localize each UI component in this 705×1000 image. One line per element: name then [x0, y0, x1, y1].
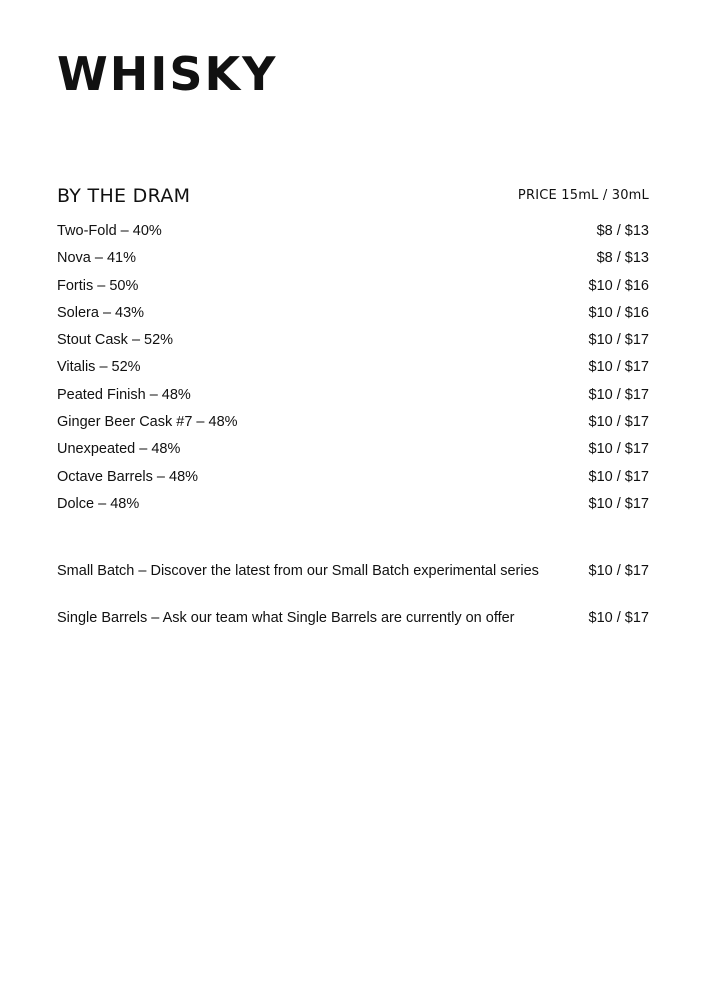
list-item [57, 436, 649, 463]
list-item [57, 273, 649, 300]
list-item [57, 354, 649, 381]
list-item [57, 300, 649, 327]
item-name: Nova – 41% [57, 250, 136, 267]
item-name: Fortis – 50% [57, 277, 139, 294]
item-name: Small Batch – Discover the latest from our Small Batch experimental series [57, 563, 539, 579]
dram-list [57, 218, 649, 518]
section-title: BY THE DRAM [57, 185, 191, 207]
item-name: Dolce – 48% [57, 495, 140, 512]
list-item [57, 605, 649, 652]
item-name: Unexpeated – 48% [57, 441, 181, 458]
list-item [57, 382, 649, 409]
item-name: Single Barrels – Ask our team what Single Barrels are currently on offer [57, 610, 515, 626]
item-price: $10 / $17 [588, 468, 649, 485]
item-name: Octave Barrels – 48% [57, 468, 199, 485]
item-name: Solera – 43% [57, 304, 145, 321]
list-item [57, 245, 649, 272]
item-price: $10 / $17 [588, 441, 649, 458]
list-item [57, 327, 649, 354]
item-price: $10 / $16 [588, 277, 649, 294]
item-price: $8 / $13 [596, 223, 649, 239]
list-item [57, 558, 649, 605]
section-header [57, 185, 649, 209]
item-price: $10 / $17 [588, 563, 649, 579]
item-price: $10 / $17 [588, 332, 649, 349]
item-name: Vitalis – 52% [57, 359, 141, 376]
item-name: Stout Cask – 52% [57, 332, 174, 349]
item-price: $10 / $16 [588, 304, 649, 321]
list-item [57, 409, 649, 436]
item-price: $10 / $17 [588, 359, 649, 376]
item-price: $10 / $17 [588, 495, 649, 512]
list-item [57, 464, 649, 491]
item-price: $10 / $17 [588, 610, 649, 626]
special-list [57, 558, 649, 652]
item-price: $10 / $17 [588, 414, 649, 431]
item-name: Peated Finish – 48% [57, 386, 191, 403]
item-name: Ginger Beer Cask #7 – 48% [57, 414, 238, 431]
list-item [57, 491, 649, 518]
page-title: WHISKY [57, 47, 278, 101]
list-item [57, 218, 649, 245]
item-price: $10 / $17 [588, 386, 649, 403]
price-column-header: PRICE 15mL / 30mL [517, 188, 649, 203]
item-name: Two-Fold – 40% [57, 223, 162, 239]
item-price: $8 / $13 [596, 250, 649, 267]
